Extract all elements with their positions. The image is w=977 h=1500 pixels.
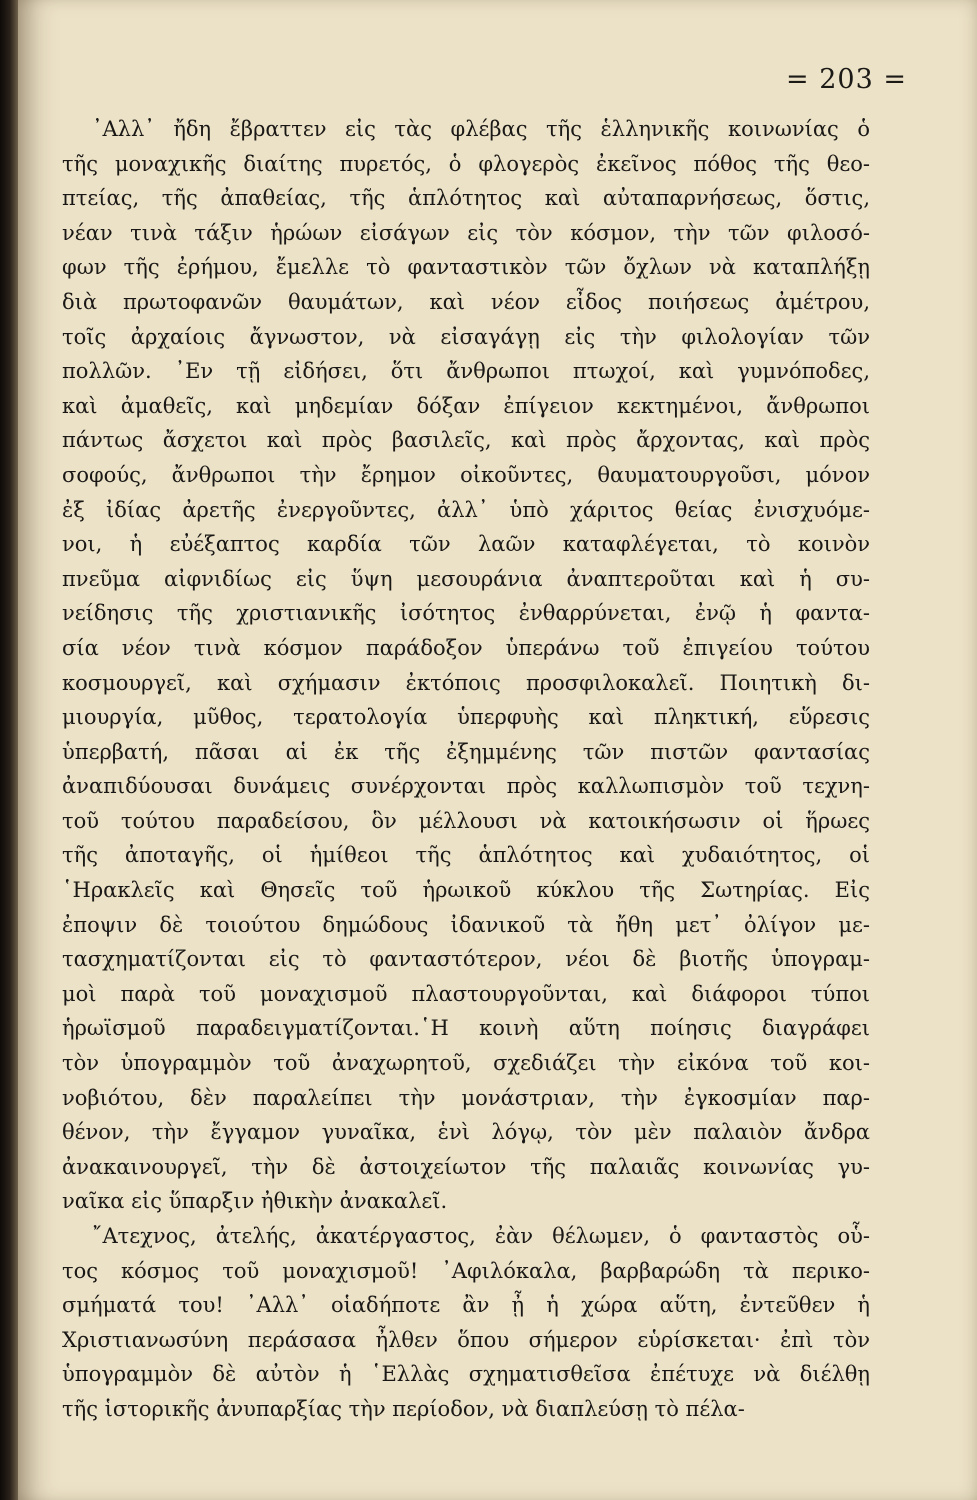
text-line: νοβιότου, δὲν παραλείπει τὴν μονάστριαν, τὴν ἐγκοσμίαν παρ- bbox=[62, 1085, 870, 1110]
text-line: σοφούς, ἄνθρωποι τὴν ἔρημον οἰκοῦντες, θαυματουργοῦσι, μόνον bbox=[62, 462, 870, 487]
book-binding-edge bbox=[0, 0, 18, 1500]
text-line: θένον, τὴν ἔγγαμον γυναῖκα, ἑνὶ λόγῳ, τὸν μὲν παλαιὸν ἄνδρα bbox=[62, 1120, 870, 1145]
text-line: τῆς ἱστορικῆς ἀνυπαρξίας τὴν περίοδον, νὰ διαπλεύσῃ τὸ πέλα- bbox=[62, 1396, 745, 1421]
text-line: ὑπερβατή, πᾶσαι αἱ ἐκ τῆς ἐξημμένης τῶν πιστῶν φαντασίας bbox=[62, 739, 870, 764]
text-line: ὑπογραμμὸν δὲ αὐτὸν ἡ ῾Ελλὰς σχηματισθεῖσα ἐπέτυχε νὰ διέλθῃ bbox=[62, 1362, 870, 1387]
book-page bbox=[18, 0, 977, 1500]
text-line: ναῖκα εἰς ὕπαρξιν ἠθικὴν ἀνακαλεῖ. bbox=[62, 1189, 448, 1214]
text-line: ἡρωϊσμοῦ παραδειγματίζονται.῾Η κοινὴ αὕτη ποίησις διαγράφει bbox=[62, 1016, 870, 1041]
text-line: μιουργία, μῦθος, τερατολογία ὑπερφυὴς καὶ πληκτική, εὕρεσις bbox=[62, 705, 870, 730]
text-line: τῆς ἀποταγῆς, οἱ ἡμίθεοι τῆς ἁπλότητος καὶ χυδαιότητος, οἱ bbox=[62, 843, 870, 868]
text-line: σία νέον τινὰ κόσμον παράδοξον ὑπεράνω τοῦ ἐπιγείου τούτου bbox=[62, 635, 870, 660]
text-line: Χριστιανωσύνη περάσασα ἦλθεν ὅπου σήμερον εὑρίσκεται· ἐπὶ τὸν bbox=[62, 1327, 870, 1352]
text-line: σμήματά του! ᾿Αλλ᾽ οἱαδήποτε ἂν ᾖ ἡ χώρα αὕτη, ἐντεῦθεν ἡ bbox=[62, 1293, 870, 1318]
text-line: ἀναπιδύουσαι δυνάμεις συνέρχονται πρὸς καλλωπισμὸν τοῦ τεχνη- bbox=[62, 774, 870, 799]
text-line: πολλῶν. ᾿Εν τῇ εἰδήσει, ὅτι ἄνθρωποι πτωχοί, καὶ γυμνόποδες, bbox=[62, 359, 870, 384]
text-line: πνεῦμα αἰφνιδίως εἰς ὕψη μεσουράνια ἀναπτεροῦται καὶ ἡ συ- bbox=[62, 566, 870, 591]
text-line: ἐποψιν δὲ τοιούτου δημώδους ἰδανικοῦ τὰ ἤθη μετ᾽ ὀλίγον με- bbox=[62, 912, 870, 937]
text-line: φων τῆς ἐρήμου, ἔμελλε τὸ φανταστικὸν τῶν ὄχλων νὰ καταπλήξῃ bbox=[62, 255, 870, 280]
text-line: τοῖς ἀρχαίοις ἄγνωστον, νὰ εἰσαγάγῃ εἰς τὴν φιλολογίαν τῶν bbox=[62, 324, 870, 349]
body-text bbox=[62, 112, 870, 1427]
text-line: τασχηματίζονται εἰς τὸ φανταστότερον, νέοι δὲ βιοτῆς ὑπογραμ- bbox=[62, 947, 870, 972]
text-line: κοσμουργεῖ, καὶ σχήμασιν ἐκτόποις προσφιλοκαλεῖ. Ποιητικὴ δι- bbox=[62, 670, 870, 695]
text-line: ἀνακαινουργεῖ, τὴν δὲ ἀστοιχείωτον τῆς παλαιᾶς κοινωνίας γυ- bbox=[62, 1154, 870, 1179]
text-line: τος κόσμος τοῦ μοναχισμοῦ! ᾿Αφιλόκαλα, βαρβαρώδη τὰ περικο- bbox=[62, 1258, 870, 1283]
text-line: τοῦ τούτου παραδείσου, ὃν μέλλουσι νὰ κατοικήσωσιν οἱ ἥρωες bbox=[62, 808, 870, 833]
text-line: πάντως ἄσχετοι καὶ πρὸς βασιλεῖς, καὶ πρὸς ἄρχοντας, καὶ πρὸς bbox=[62, 428, 870, 453]
text-line: ῾Ηρακλεῖς καὶ Θησεῖς τοῦ ἡρωικοῦ κύκλου τῆς Σωτηρίας. Εἰς bbox=[62, 878, 870, 903]
text-line: τὸν ὑπογραμμὸν τοῦ ἀναχωρητοῦ, σχεδιάζει τὴν εἰκόνα τοῦ κοι- bbox=[62, 1051, 870, 1076]
text-line: νέαν τινὰ τάξιν ἡρώων εἰσάγων εἰς τὸν κόσμον, τὴν τῶν φιλοσό- bbox=[62, 220, 870, 245]
text-line: ῎Ατεχνος, ἀτελής, ἀκατέργαστος, ἐὰν θέλωμεν, ὁ φανταστὸς οὗ- bbox=[92, 1224, 870, 1248]
text-line: νείδησις τῆς χριστιανικῆς ἰσότητος ἐνθαρρύνεται, ἐνῷ ἡ φαντα- bbox=[62, 601, 870, 626]
text-line: διὰ πρωτοφανῶν θαυμάτων, καὶ νέον εἶδος ποιήσεως ἀμέτρου, bbox=[62, 289, 870, 314]
text-line: ᾿Αλλ᾽ ἤδη ἔβραττεν εἰς τὰς φλέβας τῆς ἑλληνικῆς κοινωνίας ὁ bbox=[92, 117, 870, 141]
page-number: = 203 = bbox=[786, 64, 907, 95]
text-line: νοι, ἡ εὐέξαπτος καρδία τῶν λαῶν καταφλέγεται, τὸ κοινὸν bbox=[62, 532, 870, 557]
text-line: τῆς μοναχικῆς διαίτης πυρετός, ὁ φλογερὸς ἐκεῖνος πόθος τῆς θεο- bbox=[62, 151, 870, 176]
text-line: ἐξ ἰδίας ἀρετῆς ἐνεργοῦντες, ἀλλ᾽ ὑπὸ χάριτος θείας ἐνισχυόμε- bbox=[62, 497, 870, 522]
text-line: μοὶ παρὰ τοῦ μοναχισμοῦ πλαστουργοῦνται, καὶ διάφοροι τύποι bbox=[62, 981, 870, 1006]
text-line: καὶ ἀμαθεῖς, καὶ μηδεμίαν δόξαν ἐπίγειον κεκτημένοι, ἄνθρωποι bbox=[62, 393, 870, 418]
text-line: πτείας, τῆς ἀπαθείας, τῆς ἁπλότητος καὶ αὐταπαρνήσεως, ὅστις, bbox=[62, 186, 870, 211]
